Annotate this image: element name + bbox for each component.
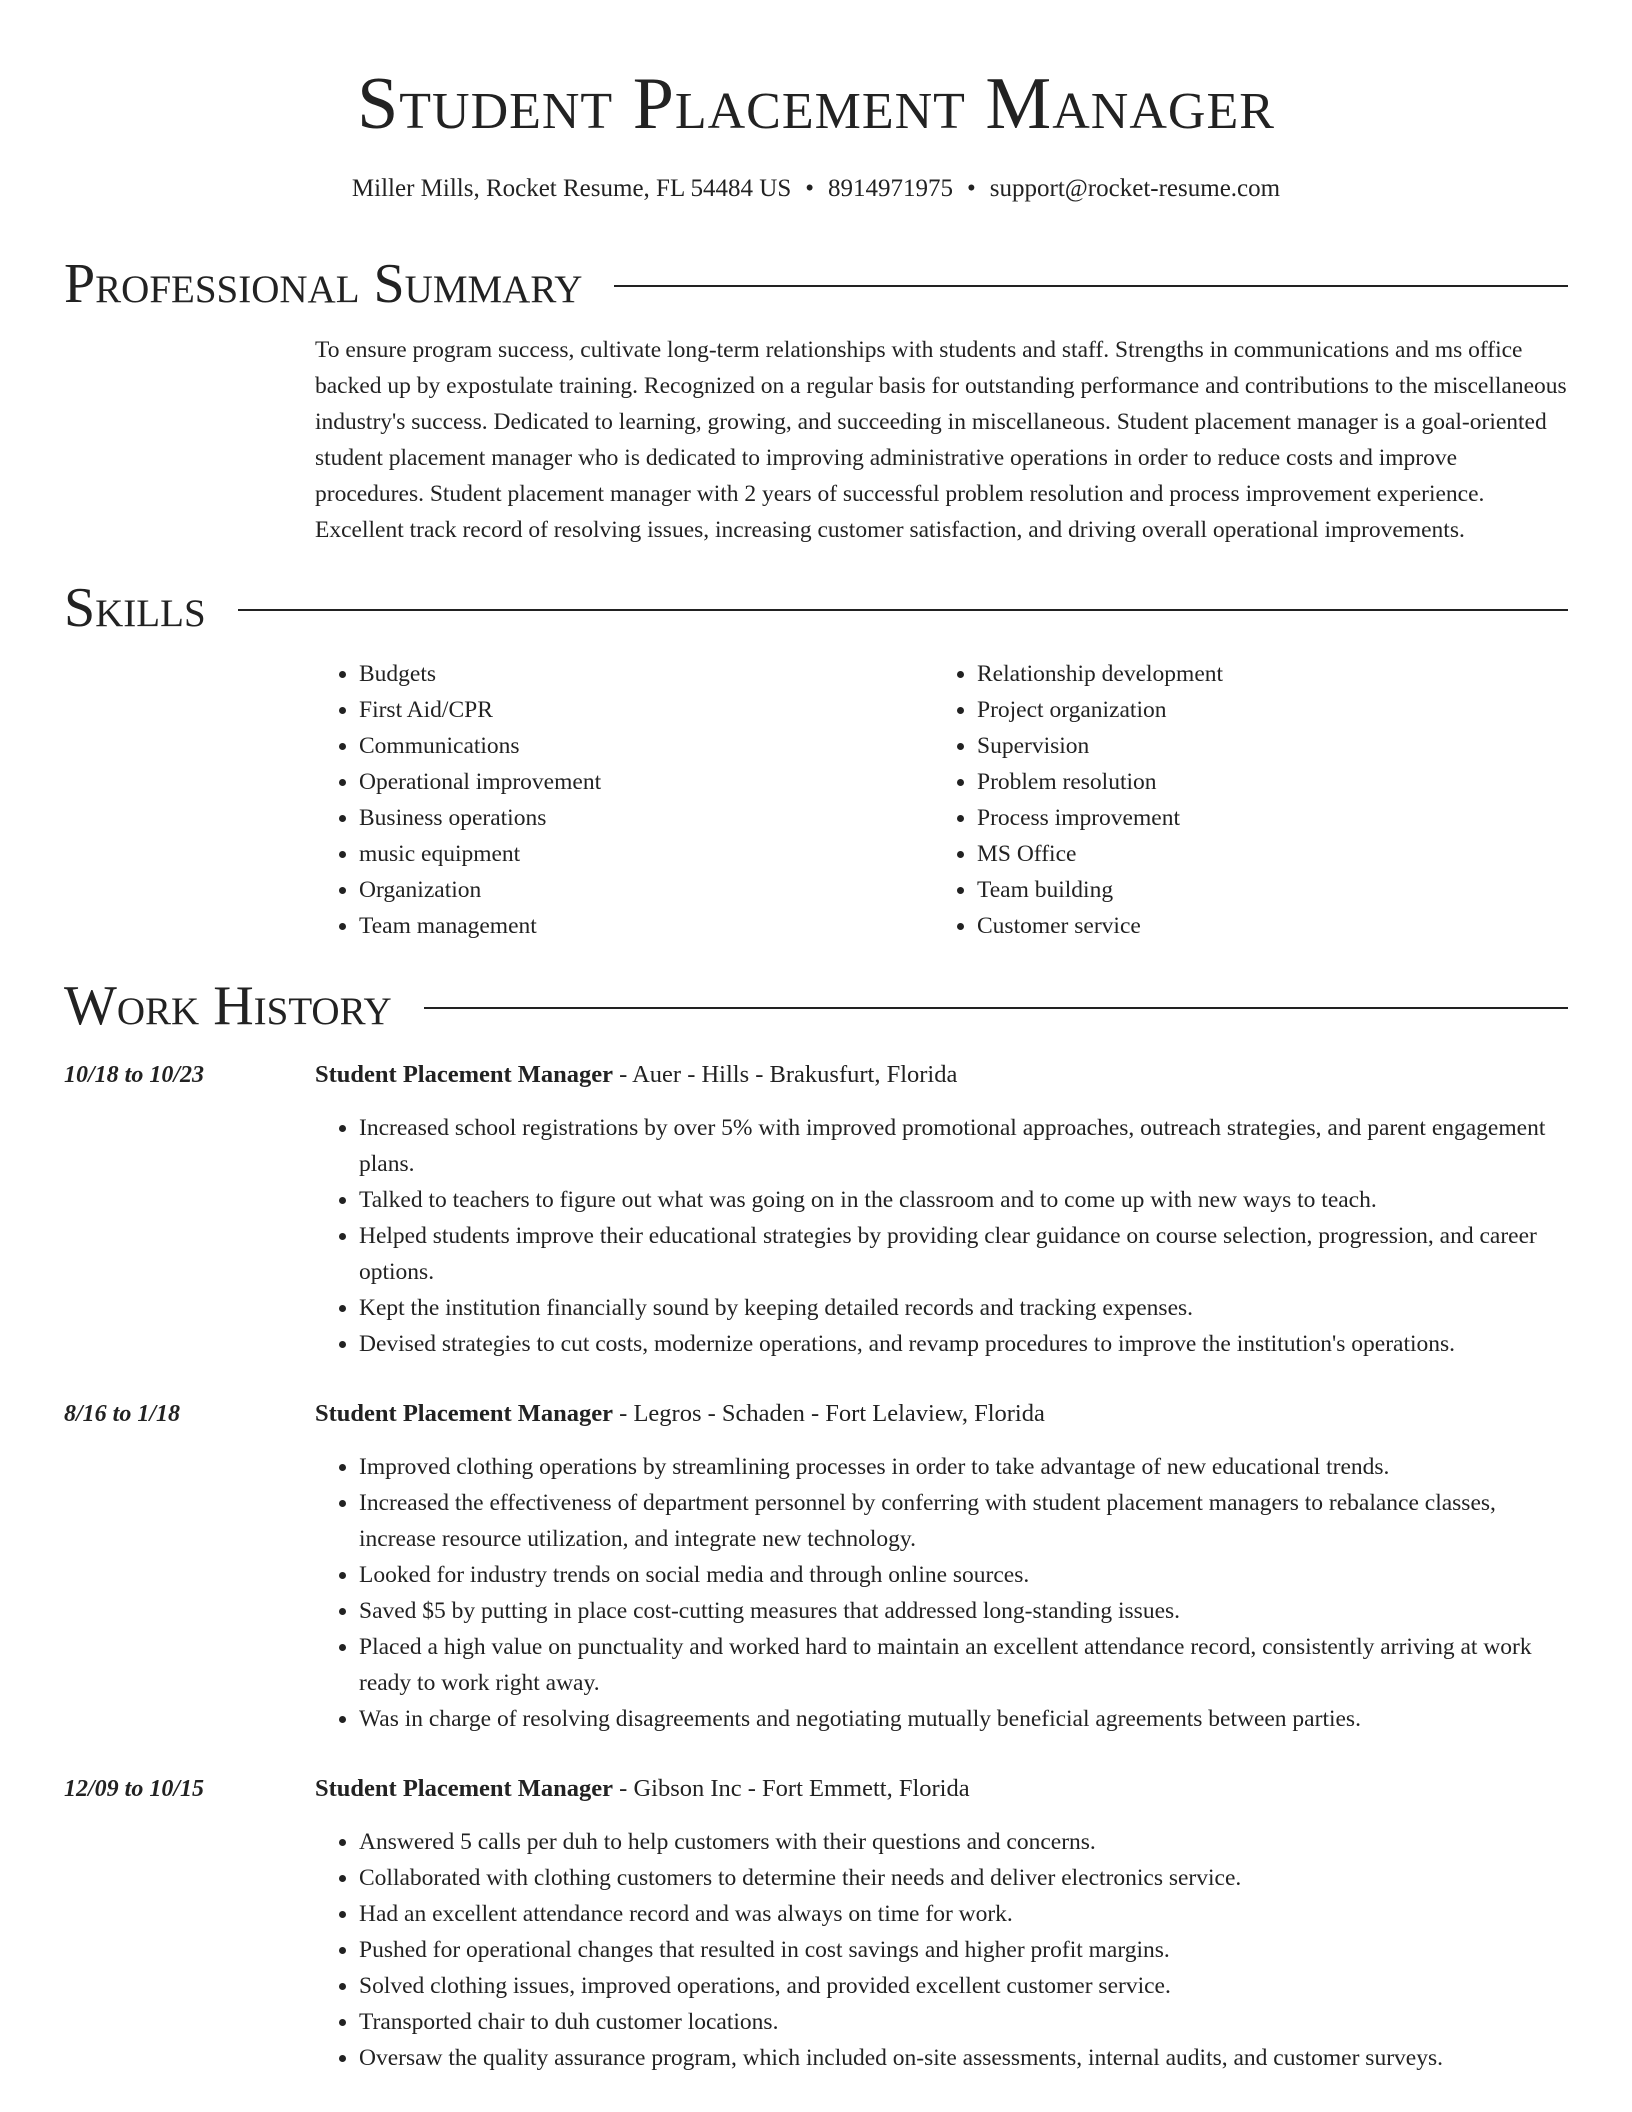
job-entry	[64, 1057, 1568, 1362]
work-heading: Work History	[64, 975, 392, 1037]
job-bullet: • Talked to teachers to figure out what was going on in the classroom and to come up with new ways to teach.	[359, 1182, 1568, 1218]
contact-separator: •	[805, 175, 815, 202]
job-bullet: • Transported chair to duh customer locations.	[359, 2004, 1568, 2040]
job-company: - Legros - Schaden - Fort Lelaview, Florida	[613, 1400, 1045, 1427]
job-dates: 8/16 to 1/18	[64, 1401, 181, 1427]
skill-item: • MS Office	[977, 836, 1551, 872]
job-heading	[315, 1396, 1568, 1432]
candidate-name: Student Placement Manager	[357, 63, 1275, 145]
skill-item: • Problem resolution	[977, 764, 1551, 800]
job-bullet: • Had an excellent attendance record and was always on time for work.	[359, 1896, 1568, 1932]
skills-heading: Skills	[64, 577, 206, 639]
contact-address: Miller Mills, Rocket Resume, FL 54484 US	[351, 175, 792, 202]
skill-item: • Organization	[359, 872, 933, 908]
job-bullet: • Helped students improve their educational strategies by providing clear guidance on course selection, progression, and career options.	[359, 1218, 1568, 1290]
job-bullet: • Improved clothing operations by streamlining processes in order to take advantage of new educational trends.	[359, 1449, 1568, 1485]
job-bullet: • Pushed for operational changes that resulted in cost savings and higher profit margins.	[359, 1932, 1568, 1968]
job-bullet: • Kept the institution financially sound by keeping detailed records and tracking expenses.	[359, 1290, 1568, 1326]
job-bullet: • Collaborated with clothing customers to determine their needs and deliver electronics service.	[359, 1860, 1568, 1896]
section-divider	[424, 1007, 1568, 1009]
job-title: Student Placement Manager	[315, 1775, 614, 1802]
job-bullet: • Placed a high value on punctuality and worked hard to maintain an excellent attendance record, consistently arriving at work ready to work right away.	[359, 1629, 1568, 1701]
job-company: - Auer - Hills - Brakusfurt, Florida	[613, 1061, 958, 1088]
skill-item: • Team management	[359, 908, 933, 944]
skill-item: • Relationship development	[977, 656, 1551, 692]
skill-item: • music equipment	[359, 836, 933, 872]
job-dates: 12/09 to 10/15	[64, 1776, 205, 1802]
job-bullet: • Saved $5 by putting in place cost-cutting measures that addressed long-standing issues.	[359, 1593, 1568, 1629]
job-entry	[64, 1396, 1568, 1737]
skill-item: • Operational improvement	[359, 764, 933, 800]
job-bullet: • Oversaw the quality assurance program, which included on-site assessments, internal audits, and customer surveys.	[359, 2040, 1568, 2076]
contact-phone: 8914971975	[828, 175, 954, 202]
skill-item: • Business operations	[359, 800, 933, 836]
job-bullet: • Increased school registrations by over 5% with improved promotional approaches, outreach strategies, and parent engagement plans.	[359, 1110, 1568, 1182]
job-bullets	[315, 1449, 1568, 1737]
job-bullet: • Looked for industry trends on social media and through online sources.	[359, 1557, 1568, 1593]
skill-item: • Communications	[359, 728, 933, 764]
skill-item: • Project organization	[977, 692, 1551, 728]
contact-separator: •	[967, 175, 976, 202]
job-heading	[315, 1057, 1568, 1093]
skill-item: • Budgets	[359, 656, 933, 692]
summary-section	[315, 332, 1568, 548]
job-bullets	[315, 1110, 1568, 1362]
skill-item: • First Aid/CPR	[359, 692, 933, 728]
skills-list-right	[933, 656, 1551, 944]
job-bullets	[315, 1824, 1568, 2076]
section-divider	[238, 609, 1568, 611]
job-detail	[315, 1057, 1568, 1362]
skill-item: • Supervision	[977, 728, 1551, 764]
job-heading	[315, 1771, 1568, 1807]
job-title: Student Placement Manager	[315, 1061, 614, 1088]
job-bullet: • Devised strategies to cut costs, modernize operations, and revamp procedures to improve the institution's operations.	[359, 1326, 1568, 1362]
job-detail	[315, 1771, 1568, 2076]
skills-section	[315, 656, 1568, 944]
job-bullet: • Increased the effectiveness of department personnel by conferring with student placement managers to rebalance classes, increase resource utilization, and integrate new technology.	[359, 1485, 1568, 1557]
job-company: - Gibson Inc - Fort Emmett, Florida	[613, 1775, 970, 1802]
skills-grid	[315, 656, 1568, 944]
job-bullet: • Solved clothing issues, improved operations, and provided excellent customer service.	[359, 1968, 1568, 2004]
job-title: Student Placement Manager	[315, 1400, 614, 1427]
job-bullet: • Was in charge of resolving disagreements and negotiating mutually beneficial agreements between parties.	[359, 1701, 1568, 1737]
summary-text: To ensure program success, cultivate long-term relationships with students and staff. Strengths in communications and ms office backed up by expostulate training. Recognized on a regular basis for outstanding performance and contributions to the miscellaneous industry's success. Dedicated to learning, growing, and succeeding in miscellaneous. Student placement manager is a goal-oriented student placement manager who is dedicated to improving administrative operations in order to reduce costs and improve procedures. Student placement manager with 2 years of successful problem resolution and process improvement experience. Excellent track record of resolving issues, increasing customer satisfaction, and driving overall operational improvements.	[315, 337, 1567, 543]
skill-item: • Process improvement	[977, 800, 1551, 836]
contact-email: support@rocket-resume.com	[989, 175, 1281, 202]
job-entry	[64, 1771, 1568, 2076]
job-detail	[315, 1396, 1568, 1737]
resume-page	[64, 0, 1568, 2076]
job-dates: 10/18 to 10/23	[64, 1062, 205, 1088]
skill-item: • Customer service	[977, 908, 1551, 944]
work-section-header	[64, 974, 1568, 1038]
skills-list-left	[315, 656, 933, 944]
contact-line	[64, 172, 1568, 206]
section-divider	[614, 285, 1568, 287]
skills-section-header	[64, 576, 1568, 640]
job-bullet: • Answered 5 calls per duh to help customers with their questions and concerns.	[359, 1824, 1568, 1860]
skill-item: • Team building	[977, 872, 1551, 908]
summary-section-header	[64, 252, 1568, 316]
summary-heading: Professional Summary	[64, 253, 583, 315]
